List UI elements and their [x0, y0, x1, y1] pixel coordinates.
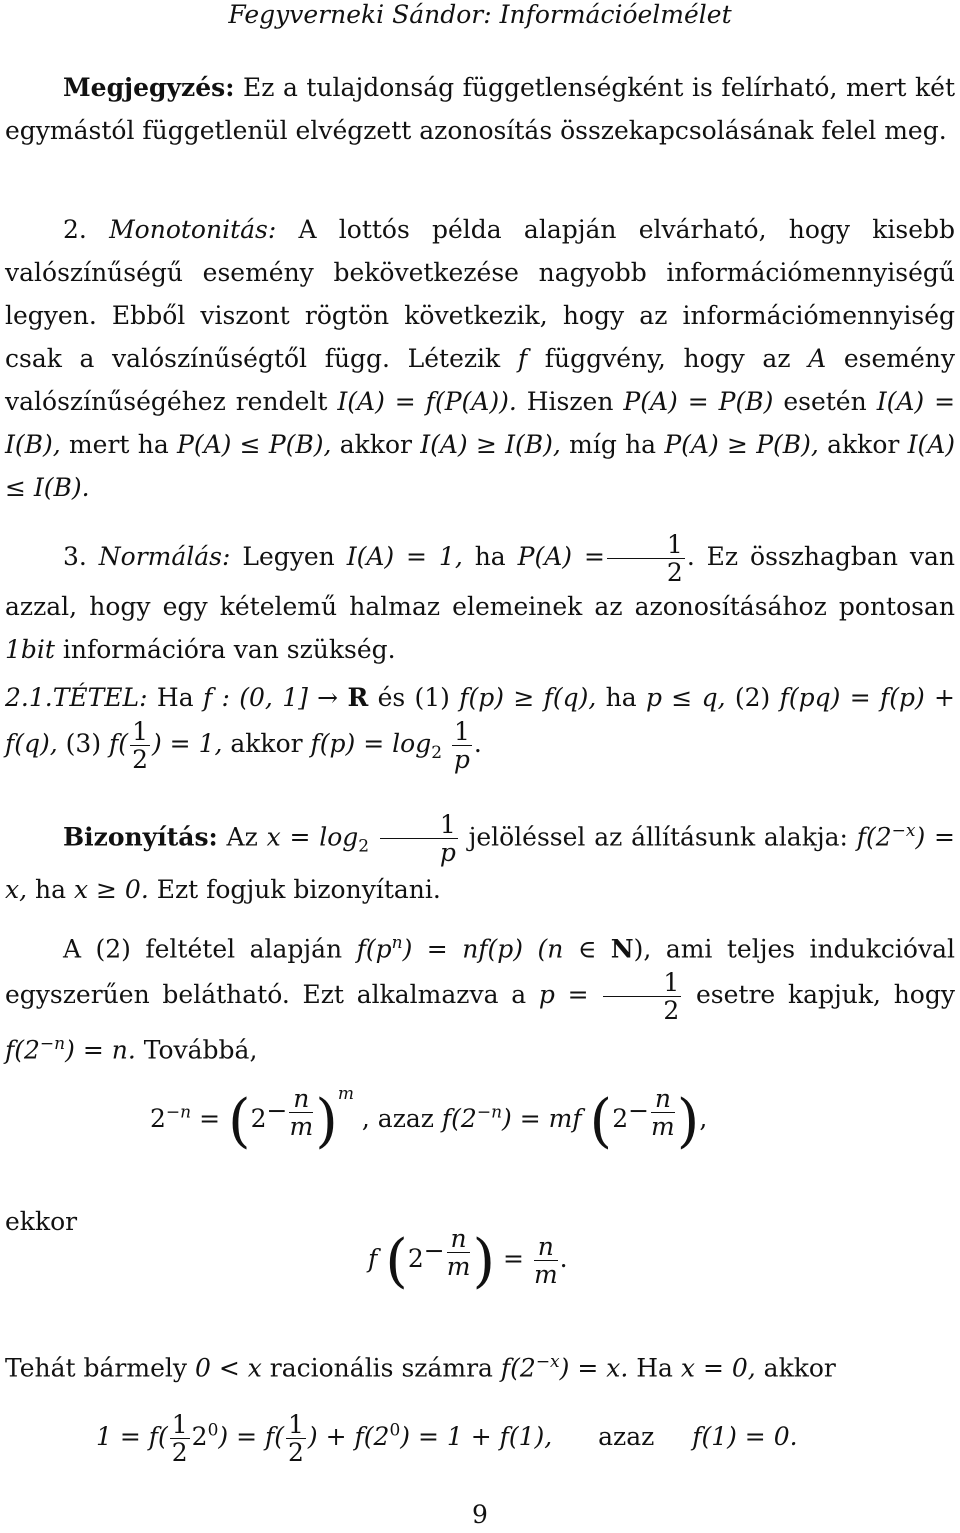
math-number: 2: [612, 1104, 629, 1133]
formula: ) = x,: [5, 822, 955, 905]
text-segment: Ha: [156, 683, 194, 712]
formula: f(2: [5, 1035, 40, 1065]
formula: I(A) ≥ I(B),: [420, 430, 561, 459]
formula: ) = 1,: [151, 729, 223, 758]
text-segment: .: [559, 1244, 568, 1273]
text-segment: esetén: [783, 387, 867, 416]
text-segment: Hiszen: [526, 387, 614, 416]
proof-paragraph: [5, 810, 955, 911]
text-segment: akkor: [763, 1353, 836, 1383]
math-f: f: [517, 344, 528, 373]
formula: I(A) = 1,: [346, 542, 463, 571]
exponent: −x: [535, 1352, 560, 1372]
exponent: 0: [207, 1420, 219, 1441]
text-segment: Legyen: [242, 542, 335, 571]
math-number: 2: [150, 1104, 166, 1133]
formula: ) = x.: [559, 1353, 629, 1383]
fraction-n-over-m: $\frac{n}{m}$: [446, 1224, 471, 1281]
formula: I(A) = I(B),: [5, 387, 956, 459]
exponent: m: [337, 1084, 354, 1104]
text-segment: esemény valószínűségéhez rendelt: [5, 344, 955, 416]
exponent: 0: [389, 1420, 401, 1441]
log-base: 2: [358, 836, 370, 857]
text-segment: információra van szükség.: [62, 635, 396, 664]
exponent: −n: [39, 1034, 66, 1055]
formula: ) + f(2: [307, 1422, 390, 1451]
formula: p =: [538, 980, 589, 1010]
fraction-one-half: $\frac{1}{2}$: [171, 1410, 188, 1467]
right-paren: ): [472, 1226, 496, 1295]
left-paren: (: [385, 1226, 408, 1295]
formula: x ≥ 0.: [73, 875, 149, 905]
log-base: 2: [431, 743, 443, 763]
formula: x = log: [266, 822, 359, 852]
right-paren: ): [315, 1086, 338, 1155]
exponent: −n: [476, 1102, 503, 1123]
normalization-paragraph: [5, 532, 955, 671]
text-segment: Ha: [636, 1353, 673, 1383]
equation-3: [96, 1412, 798, 1465]
page-number: 9: [472, 1500, 488, 1529]
left-paren: (: [227, 1086, 251, 1155]
text-segment: azaz: [598, 1422, 655, 1451]
conclusion-line: [5, 1346, 955, 1384]
text-segment: Tehát bármely: [5, 1353, 188, 1383]
text-segment: (3): [65, 729, 102, 758]
fraction-one-half: $\frac{1}{2}$: [288, 1410, 304, 1467]
item-number: 2.: [63, 215, 87, 244]
ekkor-text: ekkor: [5, 1207, 78, 1236]
fraction-one-over-p: $\frac{1}{p}$: [453, 717, 470, 774]
text-segment: A lottós példa alapján elvárható, hogy kisebb valószínűségű esemény bekövetkezése nagyobb információmennyiségű legyen. Ebből viszont rögtön következik, hogy az információmennyiség csak a valószínűségtől függ. Létezik: [5, 215, 955, 373]
minus-sign: −: [266, 1096, 288, 1125]
math-number: 2: [407, 1244, 424, 1273]
text-segment: Továbbá,: [143, 1035, 258, 1065]
fraction-n-over-m: $\frac{n}{m}$: [289, 1084, 314, 1141]
minus-sign: −: [423, 1236, 445, 1265]
proof-label: Bizonyítás:: [63, 822, 218, 852]
formula: f : (0, 1] →: [202, 683, 348, 712]
running-header: Fegyverneki Sándor: Információelmélet: [228, 0, 732, 29]
text-segment: ha: [35, 875, 67, 905]
text-segment: ha: [474, 542, 506, 571]
formula: f(2: [500, 1353, 536, 1383]
text-segment: .: [473, 729, 482, 758]
formula: I(A) = f(P(A)).: [337, 387, 517, 416]
induction-paragraph: [5, 922, 955, 1072]
text-segment: racionális számra: [269, 1353, 493, 1383]
text-segment: mert ha: [68, 430, 169, 459]
formula: P(A) ≥ P(B),: [664, 430, 819, 459]
text-segment: akkor: [827, 430, 900, 459]
note-label: Megjegyzés:: [63, 73, 235, 102]
note-text: Ez a tulajdonság függetlenségként is felírható, mert két egymástól függetlenül elvégzett azonosítás összekapcsolásának felel meg.: [5, 73, 955, 145]
text-segment: akkor: [339, 430, 412, 459]
minus-sign: −: [628, 1096, 650, 1125]
right-paren: ): [676, 1086, 700, 1155]
equals-sign: =: [503, 1244, 524, 1273]
exponent: −x: [891, 821, 916, 841]
equation-2: [368, 1224, 568, 1295]
equals-sign: =: [199, 1104, 221, 1133]
math-number: 2: [191, 1422, 208, 1451]
note-paragraph: [5, 66, 955, 152]
left-paren: (: [589, 1086, 613, 1155]
math-A: A: [808, 344, 827, 373]
math-reals: R: [347, 683, 369, 712]
text-segment: Az: [226, 822, 258, 852]
text-segment: A (2) feltétel alapján: [63, 934, 343, 964]
math-naturals: N: [610, 934, 634, 964]
item-title: Monotonitás:: [109, 215, 277, 244]
formula: f(: [109, 729, 129, 758]
text-segment: függvény, hogy az: [544, 344, 791, 373]
text-segment: ha: [605, 683, 637, 712]
formula: P(A) ≤ P(B),: [177, 430, 332, 459]
exponent: −n: [165, 1102, 192, 1123]
formula: f(p) ≥ f(q),: [459, 683, 597, 712]
text-segment: , azaz: [361, 1104, 434, 1133]
formula: p ≤ q,: [645, 683, 726, 712]
formula: x = 0,: [680, 1353, 756, 1383]
formula: f(p) = log: [310, 729, 432, 758]
formula: ) = 1 + f(1),: [400, 1422, 553, 1451]
text-segment: és (1): [377, 683, 450, 712]
fraction-n-over-m: $\frac{n}{m}$: [533, 1232, 558, 1289]
text-segment: (2): [734, 683, 771, 712]
item-number: 3.: [63, 542, 87, 571]
formula: f(pq) = f(p) + f(q),: [5, 683, 955, 758]
formula: 0 < x: [194, 1353, 262, 1383]
formula: ) = mf: [502, 1104, 582, 1133]
fraction-one-half: $\frac{1}{2}$: [132, 717, 148, 774]
formula: ) = f(: [218, 1422, 285, 1451]
formula: f(2: [856, 822, 892, 852]
exponent: n: [391, 933, 403, 953]
math-f: f: [368, 1244, 378, 1273]
formula: f(2: [441, 1104, 477, 1133]
formula: f(1) = 0.: [692, 1422, 798, 1451]
formula: P(A) =: [517, 542, 605, 571]
equation-1: [150, 1084, 708, 1155]
fraction-one-over-p: $\frac{1}{p}$: [380, 812, 458, 865]
formula: ) = nf(p) (n ∈: [402, 934, 611, 964]
fraction-n-over-m: $\frac{n}{m}$: [651, 1084, 675, 1141]
formula: ) = n.: [65, 1035, 136, 1065]
text-segment: esetre kapjuk, hogy: [696, 980, 955, 1010]
monotonicity-paragraph: [5, 208, 955, 509]
formula: 1 = f(: [96, 1422, 168, 1451]
text-segment: míg ha: [569, 430, 657, 459]
formula: f(p: [356, 934, 392, 964]
text-segment: akkor: [230, 729, 303, 758]
text-segment: jelöléssel az állításunk alakja:: [468, 822, 848, 852]
theorem-paragraph: [5, 676, 955, 775]
item-title: Normálás:: [98, 542, 231, 571]
text-segment: . Ez összhagban van azzal, hogy egy kételemű halmaz elemeinek az azonosításához pontosan: [5, 542, 955, 621]
text-segment: ), ami teljes indukcióval egyszerűen belátható. Ezt alkalmazva a: [5, 934, 955, 1010]
formula: P(A) = P(B): [623, 387, 774, 416]
unit-bit: 1bit: [5, 635, 55, 664]
text-segment: ,: [699, 1104, 708, 1133]
theorem-label: 2.1.TÉTEL:: [5, 683, 148, 712]
math-number: 2: [250, 1104, 267, 1133]
fraction-one-half: $\frac{1}{2}$: [607, 532, 685, 585]
text-segment: Ezt fogjuk bizonyítani.: [156, 875, 441, 905]
fraction-one-half: $\frac{1}{2}$: [603, 970, 681, 1023]
formula: I(A) ≤ I(B).: [5, 430, 956, 502]
